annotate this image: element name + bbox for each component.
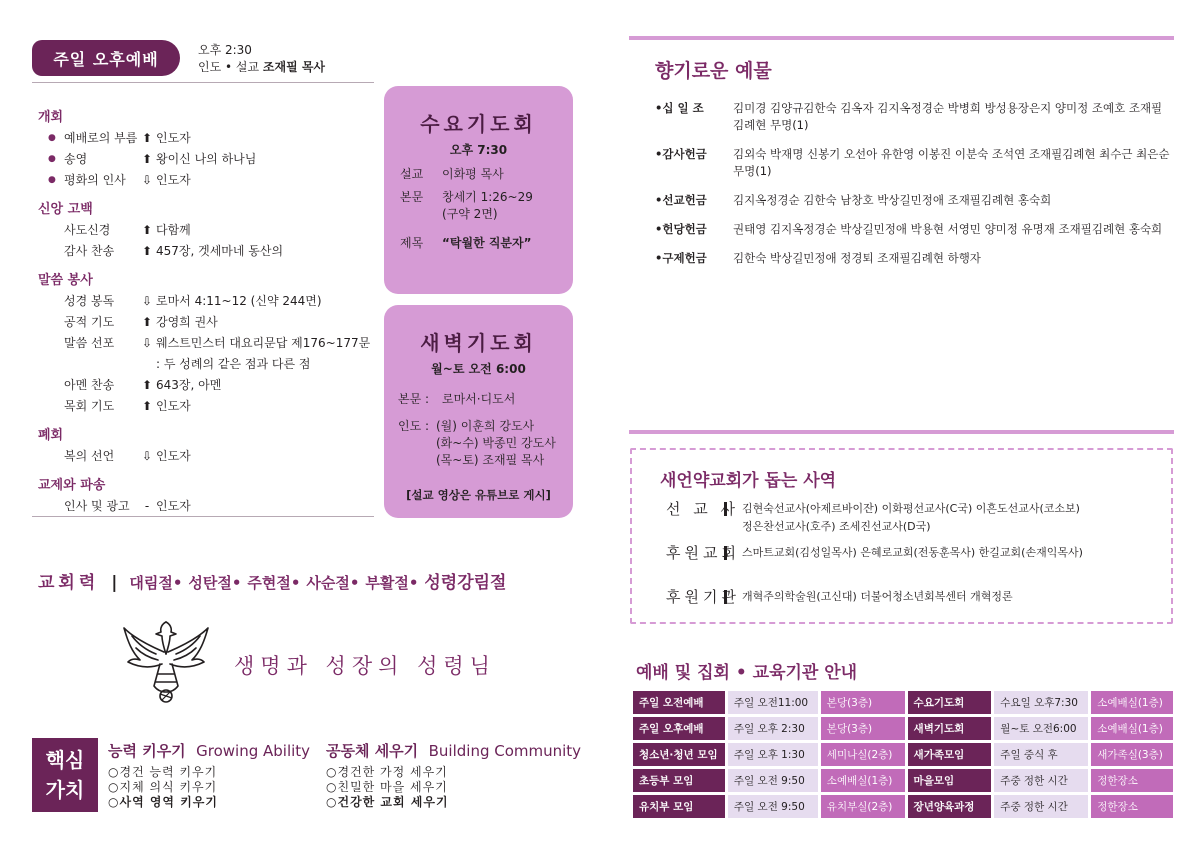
- season-lent: 사순절: [306, 574, 350, 592]
- offering-title: 향기로운 예물: [655, 60, 772, 82]
- order-item-value: 인도자: [156, 449, 191, 463]
- mission-name-line: 개혁주의학술원(고신대) 더불어청소년회복센터 개혁정론: [742, 590, 1013, 603]
- schedule-row: [633, 717, 1173, 740]
- core-value-community: 공동체 세우기 Building Community ○경건한 가정 세우기 ○친밀한 마을 세우기 ○건강한 교회 세우기: [326, 742, 582, 809]
- order-item-value: 인도자: [156, 399, 191, 413]
- offering-type: •선교헌금: [655, 193, 707, 207]
- wednesday-line-value: 창세기 1:26~29: [442, 190, 533, 204]
- offering-row: [655, 192, 1170, 209]
- schedule-cell: 주중 정한 시간: [994, 769, 1088, 792]
- mission-name-line: 김현숙선교사(아제르바이잔) 이화평선교사(C국) 이흔도선교사(코소보): [742, 502, 1080, 515]
- dawn-text: 본문 : 로마서·디도서: [398, 392, 516, 406]
- schedule-cell: 수요일 오후7:30: [994, 691, 1088, 714]
- offering-type: •감사헌금: [655, 147, 707, 161]
- order-row: [38, 374, 378, 395]
- posture-icon: ⬆: [141, 243, 153, 258]
- dove-icon: [118, 614, 214, 704]
- wednesday-line: [400, 189, 557, 206]
- schedule-cell: 정한장소: [1091, 769, 1173, 792]
- order-row: [38, 311, 378, 332]
- posture-icon: ⬆: [141, 377, 153, 392]
- order-item-label: 목회 기도: [64, 399, 115, 413]
- schedule-cell: 청소년·청년 모임: [633, 743, 725, 766]
- schedule-cell: 주일 오전11:00: [728, 691, 818, 714]
- order-divider: [32, 516, 374, 517]
- schedule-cell: 마을모임: [908, 769, 992, 792]
- wednesday-prayer-box: [384, 86, 573, 294]
- order-bullet: ●: [48, 132, 56, 143]
- offering-row: [655, 100, 1170, 134]
- offering-row: [655, 146, 1170, 180]
- schedule-table: [630, 688, 1176, 821]
- order-item-label: 송영: [64, 152, 88, 166]
- schedule-cell: 월~토 오전6:00: [994, 717, 1088, 740]
- order-item-label: 평화의 인사: [64, 173, 126, 187]
- schedule-cell: 새벽기도회: [908, 717, 992, 740]
- schedule-cell: 소예배실(1층): [821, 769, 905, 792]
- order-item-value: 다함께: [156, 223, 191, 237]
- order-item-value: 643장, 아멘: [156, 378, 222, 392]
- season-epiphany: 주현절: [247, 574, 291, 592]
- order-item-label: 사도신경: [64, 223, 111, 237]
- wednesday-line-key: 설교: [400, 167, 424, 181]
- season-christmas: 성탄절: [188, 574, 232, 592]
- core-value-ability: 능력 키우기 Growing Ability ○경건 능력 키우기 ○지체 의식 키우기 ○사역 영역 키우기: [108, 742, 311, 809]
- dawn-title: 새벽기도회: [420, 331, 537, 355]
- order-item-label: 인사 및 광고: [64, 499, 130, 513]
- offering-names: 김미경 김양규김한숙 김옥자 김지옥정경순 박병희 방성용장은지 양미정 조예호 조재필 김례현 무명(1): [733, 101, 1163, 132]
- order-section-title: 개회: [38, 110, 64, 125]
- mission-bar: [724, 546, 732, 560]
- order-item-value: 강영희 권사: [156, 315, 218, 329]
- schedule-cell: 소예배실(1층): [1091, 717, 1173, 740]
- mission-names: [742, 500, 1080, 536]
- order-row: [38, 290, 378, 311]
- order-item-value: 457장, 겟세마네 동산의: [156, 244, 284, 258]
- schedule-row: [633, 769, 1173, 792]
- schedule-cell: 주중 정한 시간: [994, 795, 1088, 818]
- wednesday-line-value: “탁월한 직분자”: [442, 236, 532, 250]
- header-divider: [32, 82, 374, 83]
- season-advent: 대림절: [129, 574, 173, 592]
- posture-icon: ⬆: [141, 398, 153, 413]
- schedule-cell: 세미나실(2층): [821, 743, 905, 766]
- season-pentecost: 성령강림절: [424, 573, 507, 593]
- order-row: [38, 495, 378, 516]
- wednesday-line-value: (구약 2면): [442, 207, 498, 221]
- schedule-row: [633, 691, 1173, 714]
- mission-category: 선 교 사: [666, 500, 740, 518]
- mission-bar: [724, 502, 732, 516]
- posture-icon: ⬆: [141, 130, 153, 145]
- order-item-label: 복의 선언: [64, 449, 115, 463]
- posture-icon: ⬆: [141, 151, 153, 166]
- order-item-label: 감사 찬송: [64, 244, 115, 258]
- mission-category: 후원기관: [666, 588, 740, 606]
- schedule-cell: 주일 오전 9:50: [728, 769, 818, 792]
- order-item-value: 인도자: [156, 131, 191, 145]
- schedule-cell: 주일 오후예배: [633, 717, 725, 740]
- schedule-cell: 유치부실(2층): [821, 795, 905, 818]
- order-row: [38, 240, 378, 261]
- wednesday-line: [400, 206, 557, 223]
- wednesday-time: 오후 7:30: [449, 143, 508, 157]
- posture-icon: ⬆: [141, 222, 153, 237]
- schedule-cell: 새가족실(3층): [1091, 743, 1173, 766]
- order-section-title: 신앙 고백: [38, 202, 93, 217]
- posture-icon: ⇩: [141, 293, 153, 308]
- order-row: [38, 395, 378, 416]
- schedule-cell: 주일 오후 2:30: [728, 717, 818, 740]
- schedule-cell: 수요기도회: [908, 691, 992, 714]
- calendar-label: 교회력: [38, 573, 100, 593]
- schedule-row: [633, 795, 1173, 818]
- order-item-label: 공적 기도: [64, 315, 115, 329]
- offering-list: [655, 100, 1170, 279]
- schedule-cell: 주일 오전 9:50: [728, 795, 818, 818]
- order-item-value: 인도자: [156, 173, 191, 187]
- wednesday-line: [400, 235, 557, 252]
- dawn-note: [설교 영상은 유튜브로 게시]: [406, 488, 551, 502]
- offering-type: •구제헌금: [655, 251, 707, 265]
- wednesday-line-key: 본문: [400, 190, 424, 204]
- offering-row: [655, 250, 1170, 267]
- schedule-cell: 정한장소: [1091, 795, 1173, 818]
- schedule-cell: 소예배실(1층): [1091, 691, 1173, 714]
- order-item-value: 웨스트민스터 대요리문답 제176~177문: [156, 336, 371, 350]
- offering-names: 김한숙 박상길민정애 정경퇴 조재필김례현 하행자: [733, 251, 981, 265]
- posture-icon: ⇩: [141, 172, 153, 187]
- schedule-cell: 유치부 모임: [633, 795, 725, 818]
- order-section-title: 교제와 파송: [38, 478, 106, 493]
- mission-row: [632, 588, 1013, 606]
- mission-box: [630, 448, 1173, 624]
- season-theme: 생명과 성장의 성령님: [234, 654, 496, 678]
- dawn-prayer-box: [384, 305, 573, 518]
- core-values-badge: 핵심 가치: [32, 738, 98, 812]
- schedule-cell: 장년양육과정: [908, 795, 992, 818]
- mission-category: 후원교회: [666, 544, 740, 562]
- posture-icon: ⇩: [141, 448, 153, 463]
- order-section-title: 폐회: [38, 428, 64, 443]
- offering-row: [655, 221, 1170, 238]
- order-row: [38, 148, 378, 169]
- posture-icon: -: [144, 498, 150, 513]
- wednesday-details: [400, 166, 557, 252]
- wednesday-line: [400, 166, 557, 183]
- mission-name-line: 스마트교회(김성일목사) 은혜로교회(전동훈목사) 한길교회(손재익목사): [742, 546, 1083, 559]
- schedule-cell: 주일 오전예배: [633, 691, 725, 714]
- offering-names: 김지옥정경순 김한숙 남창호 박상길민정애 조재필김례현 홍숙희: [733, 193, 1052, 207]
- schedule-cell: 주일 오후 1:30: [728, 743, 818, 766]
- service-time: 오후 2:30: [198, 43, 252, 57]
- wednesday-title: 수요기도회: [420, 112, 537, 136]
- season-easter: 부활절: [365, 574, 409, 592]
- service-meta: [198, 42, 325, 76]
- offering-type: •헌당헌금: [655, 222, 707, 236]
- service-leader: 인도 • 설교 조재필 목사: [198, 60, 326, 74]
- order-row: [38, 127, 378, 148]
- schedule-cell: 새가족모임: [908, 743, 992, 766]
- posture-icon: ⬆: [141, 314, 153, 329]
- order-bullet: ●: [48, 153, 56, 164]
- schedule-cell: 본당(3층): [821, 717, 905, 740]
- schedule-title: 예배 및 집회 • 교육기관 안내: [636, 663, 858, 683]
- wednesday-line-key: 제목: [400, 236, 424, 250]
- wednesday-line-value: 이화평 목사: [442, 167, 504, 181]
- order-item-value: 왕이신 나의 하나님: [156, 152, 257, 166]
- dawn-leaders: 인도 : (월) 이훈희 강도사 (화~수) 박종민 강도사 (목~토) 조재필 목사: [398, 419, 556, 467]
- order-section-title: 말씀 봉사: [38, 273, 93, 288]
- mission-top-bar: [629, 430, 1174, 434]
- offering-type: •십 일 조: [655, 101, 704, 115]
- church-calendar: 교회력 | 대림절• 성탄절• 주현절• 사순절• 부활절• 성령강림절: [38, 573, 507, 593]
- order-item-label: 아멘 찬송: [64, 378, 115, 392]
- order-item-value: 인도자: [156, 499, 191, 513]
- mission-bar: [724, 590, 732, 604]
- offering-names: 김외숙 박재명 신봉기 오선아 유한영 이봉진 이분숙 조석연 조재필김례현 최수근 최은순무명(1): [733, 147, 1170, 178]
- dawn-time: 월~토 오전 6:00: [431, 362, 526, 376]
- order-item-label: 성경 봉독: [64, 294, 115, 308]
- order-row: [38, 169, 378, 190]
- posture-icon: ⇩: [141, 335, 153, 350]
- order-row: [38, 353, 378, 374]
- mission-names: [742, 588, 1013, 606]
- mission-name-line: 정은찬선교사(호주) 조세진선교사(D국): [742, 520, 931, 533]
- wednesday-line-key: [400, 206, 442, 223]
- order-of-worship: [38, 98, 378, 516]
- order-item-label: 말씀 선포: [64, 336, 115, 350]
- order-row: [38, 332, 378, 353]
- offering-names: 권태영 김지옥정경순 박상길민정애 박용현 서영민 양미정 유명재 조재필김례현 홍숙희: [733, 222, 1163, 236]
- order-item-value: 로마서 4:11~12 (신약 244면): [156, 294, 322, 308]
- offering-top-bar: [629, 36, 1174, 40]
- schedule-row: [633, 743, 1173, 766]
- schedule-cell: 초등부 모임: [633, 769, 725, 792]
- order-item-value: : 두 성례의 같은 점과 다른 점: [156, 357, 311, 371]
- schedule-cell: 본당(3층): [821, 691, 905, 714]
- mission-row: [632, 544, 1083, 562]
- mission-row: [632, 500, 1080, 536]
- order-row: [38, 445, 378, 466]
- order-item-label: 예배로의 부름: [64, 131, 138, 145]
- order-row: [38, 219, 378, 240]
- service-title-badge: 주일 오후예배: [32, 40, 180, 76]
- order-bullet: ●: [48, 174, 56, 185]
- schedule-cell: 주일 중식 후: [994, 743, 1088, 766]
- mission-names: [742, 544, 1083, 562]
- mission-title: 새언약교회가 돕는 사역: [660, 471, 837, 491]
